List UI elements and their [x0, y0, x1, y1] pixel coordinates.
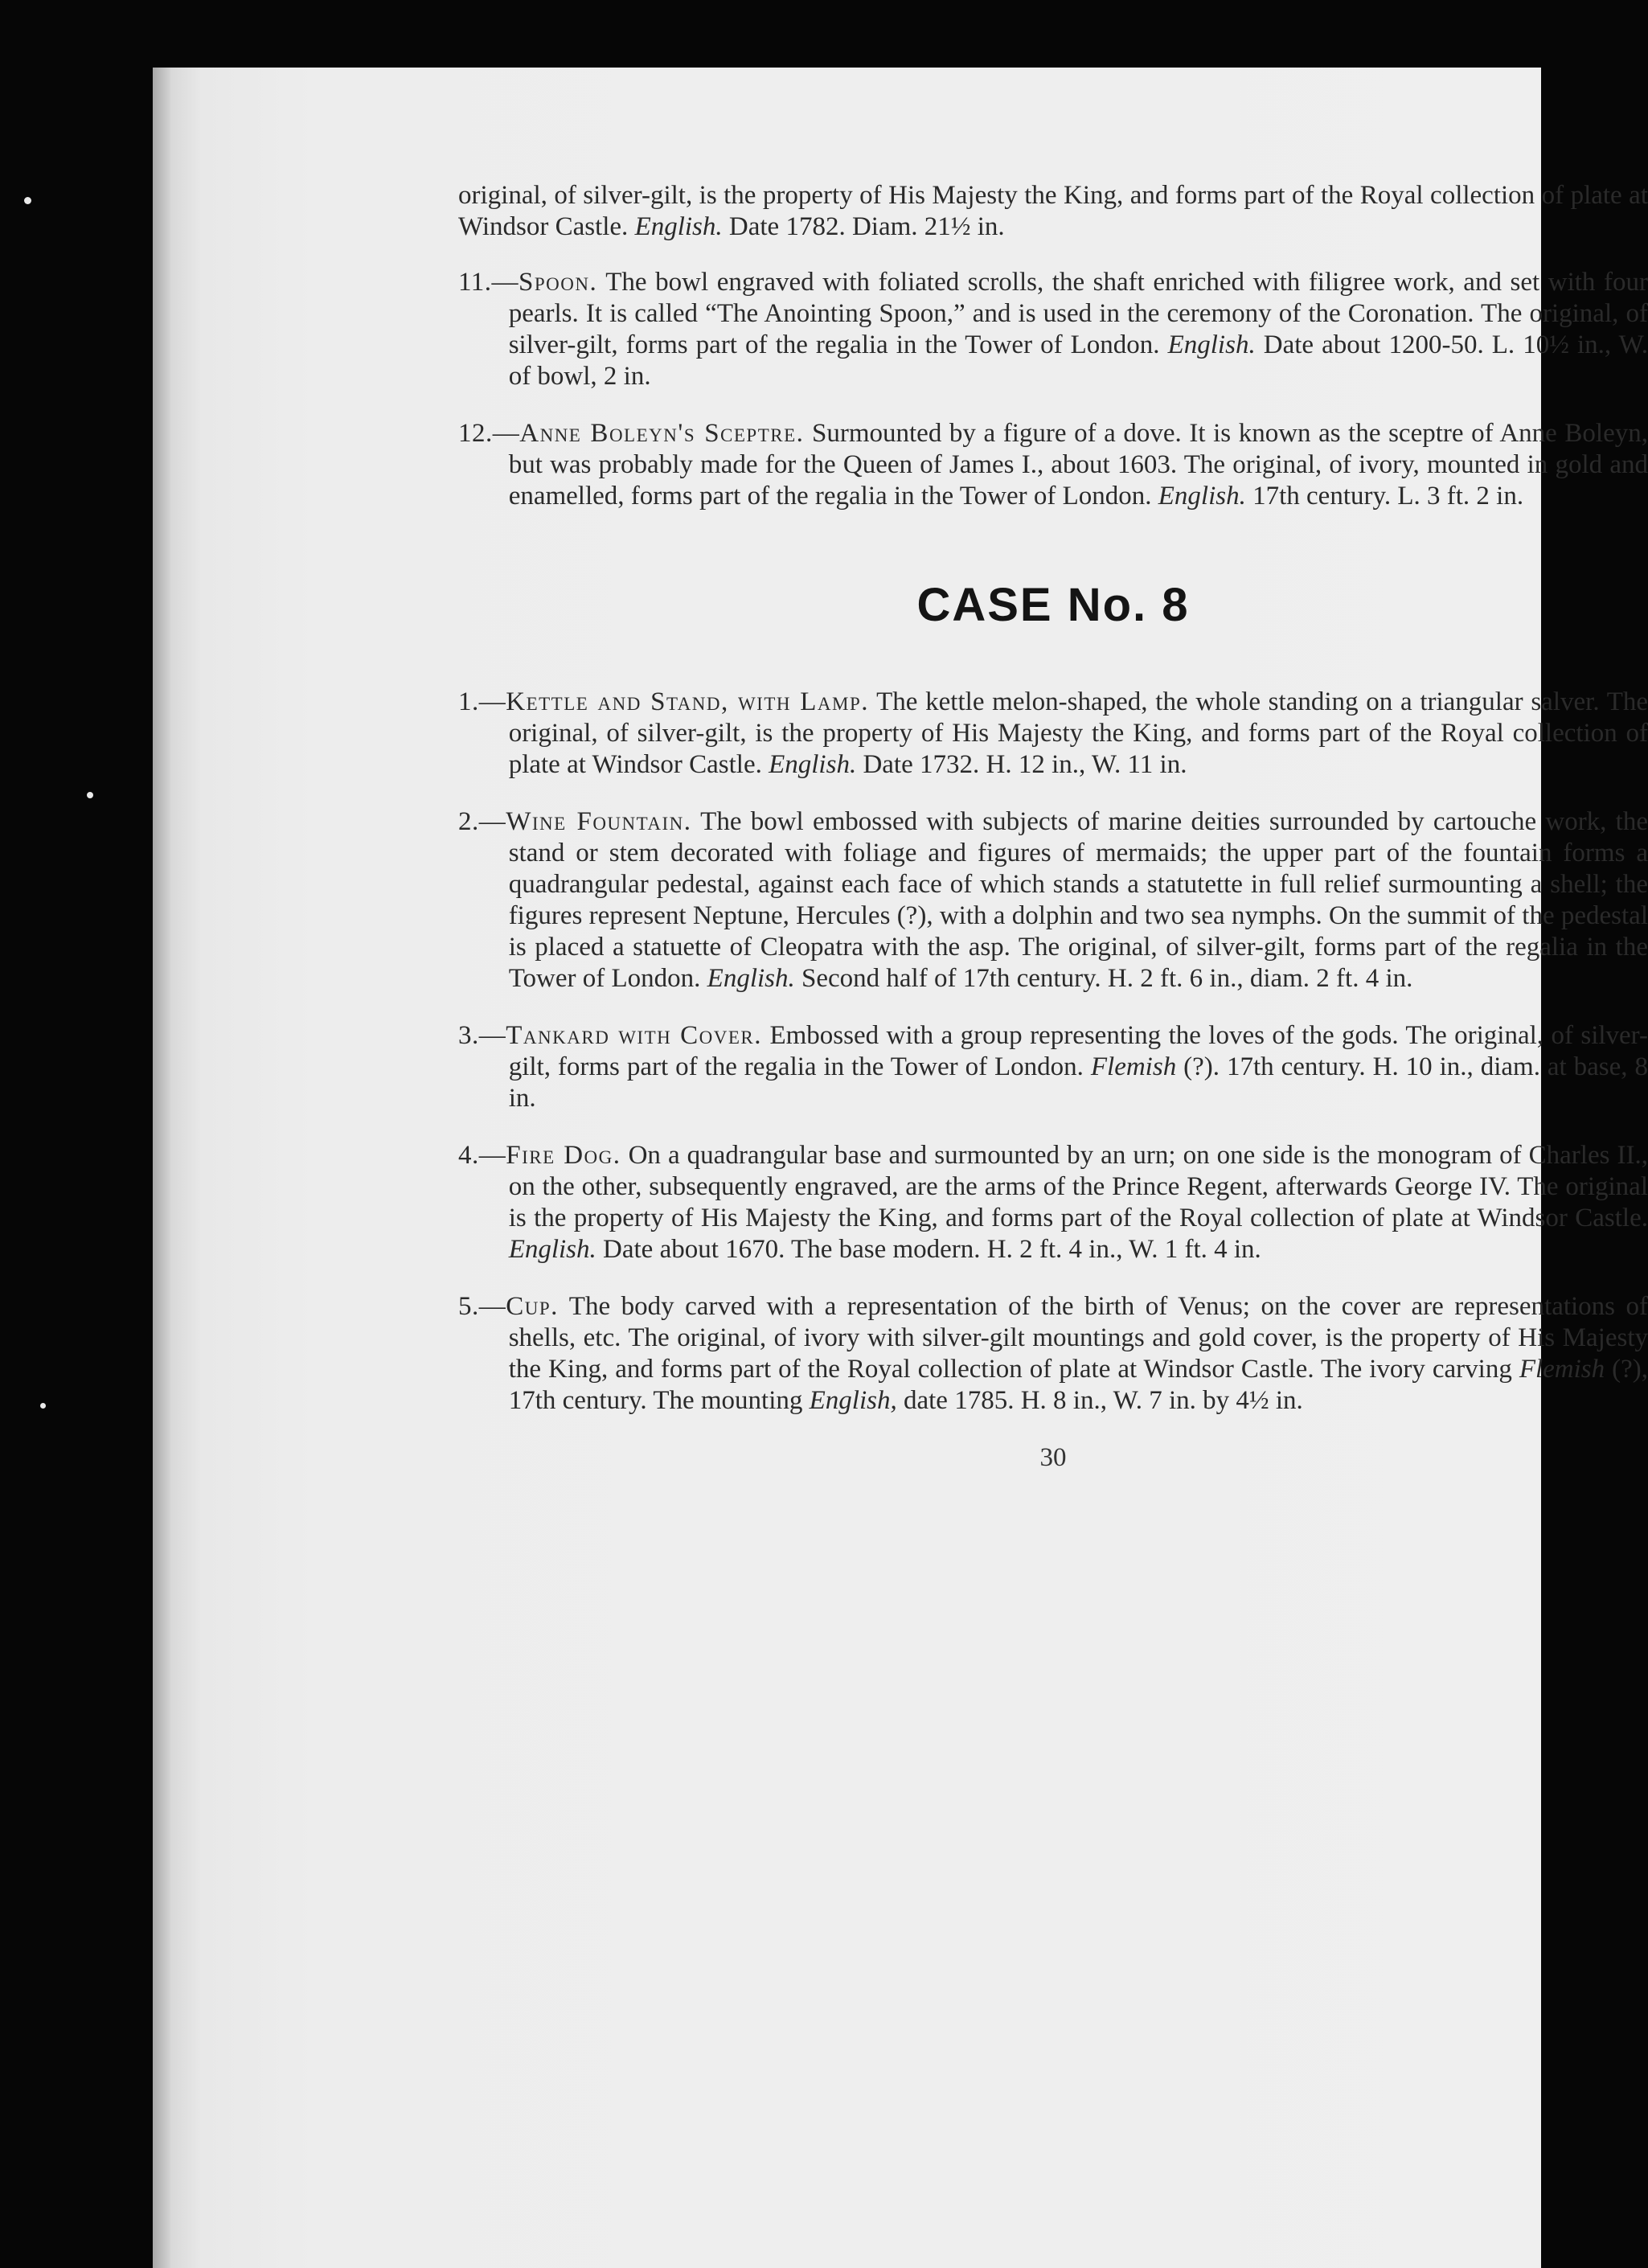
entry-title: Fire Dog. — [506, 1141, 621, 1170]
entry-12 — [458, 418, 1648, 512]
entry-details-secondary: date 1785. H. 8 in., W. 7 in. by 4½ in. — [896, 1386, 1303, 1415]
entry-title: Spoon. — [519, 268, 598, 297]
dust-speck — [24, 197, 31, 204]
page-binding-edge — [153, 68, 170, 2268]
entry-origin: English. — [707, 964, 795, 993]
dust-speck — [87, 792, 93, 798]
entry-description: On a quadrangular base and surmounted by an urn; on one side is the monogram of Charles II., on the other, subsequently engraved, are the arms of the Prince Regent, afterwards George IV. The original is the property of His Majesty the King, and forms part of the Royal collection of plate at Windsor Castle. — [508, 1141, 1648, 1232]
entry-origin: English. — [1167, 330, 1256, 359]
book-page — [153, 68, 1648, 2268]
case-entry-4 — [458, 1140, 1648, 1265]
dust-speck — [40, 1403, 46, 1409]
case-heading: CASE No. 8 — [916, 579, 1190, 631]
entry-description: The bowl embossed with subjects of marine deities surrounded by cartouche work, the stand or stem decorated with foliage and figures of mermaids; the upper part of the fountain forms a quadrangular pedestal, against each face of which stands a statutette in full relief surmounting a shell; the figures represent Neptune, Hercules (?), with a dolphin and two sea nymphs. On the summit of the pedestal is placed a statuette of Cleopatra with the asp. The original, of silver-gilt, forms part of the regalia in the Tower of London. — [508, 807, 1648, 993]
entry-description: The bowl engraved with foliated scrolls, the shaft enriched with filigree work, and set with four pearls. It is called “The Anointing Spoon,” and is used in the ceremony of the Coronation. The original, of silver-gilt, forms part of the regalia in the Tower of London. — [508, 268, 1648, 359]
continued-italic: English. — [634, 212, 723, 241]
entry-details: Second half of 17th century. H. 2 ft. 6 in., diam. 2 ft. 4 in. — [794, 964, 1413, 993]
entry-description: Surmounted by a figure of a dove. It is known as the sceptre of Anne Boleyn, but was probably made for the Queen of James I., about 1603. The original, of ivory, mounted in gold and enamelled, forms part of the regalia in the Tower of London. — [508, 419, 1648, 511]
entry-title: Kettle and Stand, with Lamp. — [506, 687, 869, 716]
case-entry-5 — [458, 1291, 1648, 1417]
entry-details: Date about 1670. The base modern. H. 2 ft. 4 in., W. 1 ft. 4 in. — [596, 1235, 1261, 1264]
entry-details: Date 1732. H. 12 in., W. 11 in. — [856, 750, 1187, 779]
continued-tail: Date 1782. Diam. 21½ in. — [722, 212, 1005, 241]
entry-details: 17th century. L. 3 ft. 2 in. — [1245, 482, 1524, 511]
case-entry-1 — [458, 687, 1648, 781]
entry-11 — [458, 267, 1648, 392]
case-entry-3 — [458, 1020, 1648, 1114]
page-text — [458, 180, 1648, 1474]
entry-number: 4.— — [458, 1141, 506, 1170]
entry-number: 2.— — [458, 807, 506, 836]
entry-origin-secondary: English, — [809, 1386, 897, 1415]
entry-origin: Flemish — [1090, 1052, 1177, 1081]
entry-origin: English. — [769, 750, 857, 779]
entry-number: 1.— — [458, 687, 506, 716]
entry-number: 3.— — [458, 1021, 506, 1050]
entry-details: (?), 17th century. The mounting — [508, 1355, 1648, 1415]
entry-title: Anne Boleyn's Sceptre. — [519, 419, 805, 448]
continued-paragraph — [458, 180, 1648, 243]
entry-details: (?). 17th century. H. 10 in., diam. at base, 8 in. — [508, 1052, 1648, 1113]
entry-number: 12.— — [458, 419, 520, 448]
entry-description: The kettle melon-shaped, the whole standing on a triangular salver. The original, of silver-gilt, is the property of His Majesty the King, and forms part of the Royal collection of plate at Windsor Castle. — [508, 687, 1648, 779]
entry-title: Cup. — [506, 1292, 559, 1321]
entry-number: 11.— — [458, 268, 519, 297]
entry-origin: Flemish — [1519, 1355, 1605, 1384]
case-entry-2 — [458, 806, 1648, 995]
continued-text: original, of silver-gilt, is the property of His Majesty the King, and forms part of the Royal collection of plate at Windsor Castle. — [458, 181, 1648, 241]
entry-details: Date about 1200-50. L. 10½ in., W. of bowl, 2 in. — [508, 330, 1648, 391]
entry-description: Embossed with a group representing the loves of the gods. The original, of silver-gilt, forms part of the regalia in the Tower of London. — [508, 1021, 1648, 1081]
entry-title: Tankard with Cover. — [506, 1021, 763, 1050]
entry-description: The body carved with a representation of the birth of Venus; on the cover are representations of shells, etc. The original, of ivory with silver-gilt mountings and gold cover, is the property of His Majesty the King, and forms part of the Royal collection of plate at Windsor Castle. The ivory carving — [508, 1292, 1648, 1384]
page-number: 30 — [1039, 1443, 1067, 1472]
entry-origin: English. — [508, 1235, 596, 1264]
entry-title: Wine Fountain. — [506, 807, 692, 836]
entry-number: 5.— — [458, 1292, 506, 1321]
entry-origin: English. — [1158, 482, 1246, 511]
